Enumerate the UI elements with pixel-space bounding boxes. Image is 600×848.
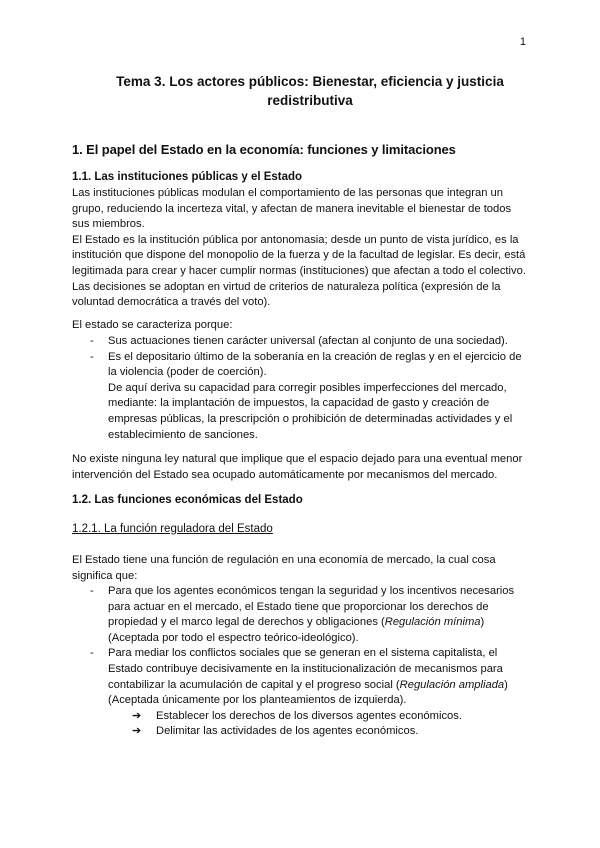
paragraph-regulacion bbox=[72, 553, 530, 584]
text-line: El Estado es la institución pública por antonomasia; desde un punto de vista jurídico, es la bbox=[72, 233, 519, 246]
text-line: El Estado tiene una función de regulación en una economía de mercado, la cual cosa bbox=[72, 554, 496, 566]
arrow-list bbox=[108, 709, 532, 740]
title-line: Tema 3. Los actores públicos: Bienestar, eficiencia y justicia bbox=[116, 74, 504, 89]
subsection-heading-1-2: 1.2. Las funciones económicas del Estado bbox=[72, 494, 303, 506]
arrow-list-item bbox=[108, 724, 532, 740]
text-line: Estado contribuye decisivamente en la institucionalización de mecanismos para bbox=[108, 662, 503, 675]
subsection-heading-1-2-1: 1.2.1. La función reguladora del Estado bbox=[72, 523, 273, 535]
section-heading: 1. El papel del Estado en la economía: funciones y limitaciones bbox=[72, 142, 456, 157]
page-number: 1 bbox=[519, 36, 526, 48]
text-line: establecimiento de sanciones. bbox=[108, 428, 258, 441]
paragraph-caracteriza: El estado se caracteriza porque: bbox=[72, 319, 233, 331]
list-item bbox=[72, 646, 532, 740]
text-line: (Aceptada únicamente por los planteamientos de izquierda). bbox=[108, 694, 407, 707]
text-line: De aquí deriva su capacidad para corregir posibles imperfecciones del mercado, bbox=[108, 381, 507, 394]
list-item bbox=[72, 350, 532, 444]
text-line: la violencia (poder de coerción). bbox=[108, 366, 267, 379]
text-line: - Es el depositario último de la soberanía en la creación de reglas y en el ejercicio de bbox=[108, 350, 522, 363]
list-item bbox=[72, 334, 532, 350]
text-line: grupo, reduciendo la incerteza vital, y afectan de manera inevitable el bienestar de todos bbox=[72, 202, 512, 215]
title-line: redistributiva bbox=[267, 93, 353, 108]
subsection-heading-1-1: 1.1. Las instituciones públicas y el Estado bbox=[72, 171, 303, 183]
text-line: Establecer los derechos de los diversos agentes económicos. bbox=[156, 709, 462, 722]
text-line: - Sus actuaciones tienen carácter universal (afectan al conjunto de una sociedad). bbox=[108, 335, 508, 347]
arrow-list-item bbox=[108, 709, 532, 725]
text-line: mediante: la implantación de impuestos, la capacidad de gasto y creación de bbox=[108, 397, 490, 410]
emphasis-regulacion-minima: Regulación mínima bbox=[384, 616, 481, 629]
text-line: institución que dispone del monopolio de la fuerza y de la facultad de legislar. Es decir, está bbox=[72, 249, 526, 262]
text-line: legitimada para crear y hacer cumplir normas (instituciones) que afectan a todo el colectivo. bbox=[72, 264, 526, 277]
arrow-right-icon: ➔ bbox=[132, 725, 142, 738]
characteristics-list bbox=[72, 334, 532, 443]
emphasis-regulacion-ampliada: Regulación ampliada bbox=[399, 678, 505, 691]
text-line: intervención del Estado sea ocupado automáticamente por mecanismos del mercado. bbox=[72, 468, 498, 481]
text-line: Delimitar las actividades de los agentes económicos. bbox=[156, 725, 419, 738]
text-line: No existe ninguna ley natural que implique que el espacio dejado para una eventual menor bbox=[72, 453, 523, 465]
text-line: para actuar en el mercado, el Estado tiene que proporcionar los derechos de bbox=[108, 600, 489, 613]
list-item bbox=[72, 584, 532, 646]
text-line: sus miembros. bbox=[72, 218, 145, 231]
text-line: contabilizar la acumulación de capital y el progreso social (Regulación ampliada) bbox=[108, 678, 508, 691]
arrow-right-icon: ➔ bbox=[132, 709, 142, 722]
text-line: propiedad y el marco legal de derechos y obligaciones (Regulación mínima) bbox=[108, 616, 485, 629]
text-line: - Para que los agentes económicos tengan la seguridad y los incentivos necesarios bbox=[108, 585, 515, 597]
text-line: empresas públicas, la prescripción o prohibición de determinadas actividades y el bbox=[108, 412, 513, 425]
text-line: Las decisiones se adoptan en virtud de criterios de naturaleza política (expresión de la bbox=[72, 280, 501, 293]
text-line: Las instituciones públicas modulan el comportamiento de las personas que integran un bbox=[72, 187, 503, 199]
paragraph-instituciones bbox=[72, 186, 530, 311]
text-line: (Aceptada por todo el espectro teórico-ideológico). bbox=[108, 631, 359, 644]
regulation-list bbox=[72, 584, 532, 740]
text-line: significa que: bbox=[72, 569, 138, 582]
paragraph-ley-natural bbox=[72, 452, 530, 483]
text-line: - Para mediar los conflictos sociales que se generan en el sistema capitalista, el bbox=[108, 647, 498, 660]
text-line: voluntad democrática a través del voto). bbox=[72, 296, 271, 309]
page-title bbox=[110, 72, 510, 110]
